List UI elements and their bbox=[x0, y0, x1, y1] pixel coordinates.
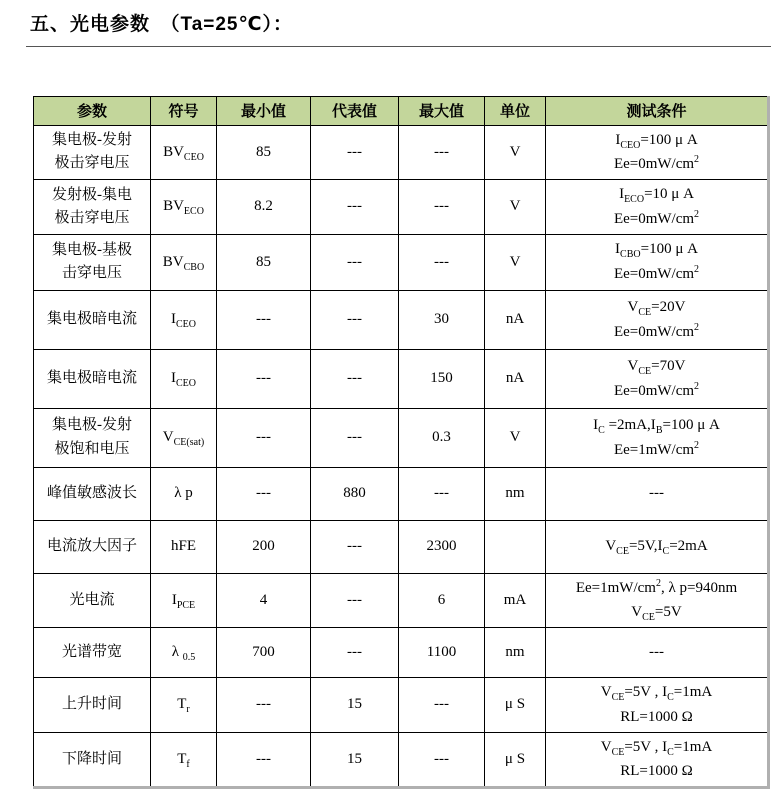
conditions-cell: $I_{CBO}=100$ μ A $Ee=0mW/cm^2$ bbox=[546, 234, 769, 290]
col-header-unit: 单位 bbox=[485, 96, 546, 125]
unit-cell: mA bbox=[485, 573, 546, 628]
col-header-symbol: 符号 bbox=[151, 96, 217, 125]
symbol-cell: $BV_{CBO}$ bbox=[151, 234, 217, 290]
max-value-cell: --- bbox=[399, 467, 485, 520]
max-value-cell: 2300 bbox=[399, 520, 485, 573]
typical-value-cell: --- bbox=[311, 290, 399, 349]
conditions-cell: $V_{CE}=5V$ , $I_C=1mA$ RL=1000 Ω bbox=[546, 732, 769, 788]
symbol-cell: $T_r$ bbox=[151, 678, 217, 733]
param-cell: 集电极暗电流 bbox=[34, 290, 151, 349]
symbol-cell: $I_{CEO}$ bbox=[151, 290, 217, 349]
col-header-test-conditions: 测试条件 bbox=[546, 96, 769, 125]
max-value-cell: --- bbox=[399, 678, 485, 733]
max-value-cell: --- bbox=[399, 125, 485, 180]
unit-cell bbox=[485, 520, 546, 573]
param-cell: 电流放大因子 bbox=[34, 520, 151, 573]
table-row bbox=[34, 290, 769, 349]
typical-value-cell: 15 bbox=[311, 732, 399, 788]
typical-value-cell: --- bbox=[311, 573, 399, 628]
symbol-cell: $I_{CEO}$ bbox=[151, 349, 217, 408]
min-value-cell: --- bbox=[217, 349, 311, 408]
param-cell: 集电极-基极 击穿电压 bbox=[34, 234, 151, 290]
conditions-cell: --- bbox=[546, 628, 769, 678]
col-header-max: 最大值 bbox=[399, 96, 485, 125]
typical-value-cell: --- bbox=[311, 234, 399, 290]
max-value-cell: 1100 bbox=[399, 628, 485, 678]
min-value-cell: --- bbox=[217, 678, 311, 733]
unit-cell: nm bbox=[485, 628, 546, 678]
min-value-cell: 8.2 bbox=[217, 180, 311, 235]
unit-cell: V bbox=[485, 125, 546, 180]
typical-value-cell: --- bbox=[311, 125, 399, 180]
conditions-cell: $I_C =2mA,I_B=100$ μ A $Ee=1mW/cm^2$ bbox=[546, 408, 769, 467]
symbol-cell: hFE bbox=[151, 520, 217, 573]
page-title: 五、光电参数 （Ta=25℃）： bbox=[30, 14, 294, 35]
table-row bbox=[34, 234, 769, 290]
unit-cell: V bbox=[485, 180, 546, 235]
max-value-cell: 0.3 bbox=[399, 408, 485, 467]
typical-value-cell: --- bbox=[311, 520, 399, 573]
unit-cell: μ S bbox=[485, 678, 546, 733]
symbol-cell: $V_{CE(sat)}$ bbox=[151, 408, 217, 467]
typical-value-cell: --- bbox=[311, 349, 399, 408]
param-cell: 光电流 bbox=[34, 573, 151, 628]
table-row bbox=[34, 467, 769, 520]
param-cell: 集电极-发射 极饱和电压 bbox=[34, 408, 151, 467]
min-value-cell: 85 bbox=[217, 234, 311, 290]
symbol-cell: $BV_{ECO}$ bbox=[151, 180, 217, 235]
max-value-cell: --- bbox=[399, 732, 485, 788]
param-cell: 下降时间 bbox=[34, 732, 151, 788]
typical-value-cell: --- bbox=[311, 628, 399, 678]
conditions-cell: $I_{CEO}=100$ μ A $Ee=0mW/cm^2$ bbox=[546, 125, 769, 180]
table-row bbox=[34, 628, 769, 678]
param-cell: 上升时间 bbox=[34, 678, 151, 733]
min-value-cell: 85 bbox=[217, 125, 311, 180]
unit-cell: V bbox=[485, 234, 546, 290]
max-value-cell: --- bbox=[399, 180, 485, 235]
max-value-cell: 150 bbox=[399, 349, 485, 408]
conditions-cell: --- bbox=[546, 467, 769, 520]
table-row bbox=[34, 180, 769, 235]
conditions-cell: $V_{CE}=70V$ $Ee=0mW/cm^2$ bbox=[546, 349, 769, 408]
max-value-cell: 30 bbox=[399, 290, 485, 349]
unit-cell: nA bbox=[485, 349, 546, 408]
title-underline bbox=[26, 46, 771, 47]
symbol-cell: λ $_{0.5}$ bbox=[151, 628, 217, 678]
symbol-cell: $BV_{CEO}$ bbox=[151, 125, 217, 180]
table-row bbox=[34, 573, 769, 628]
min-value-cell: 200 bbox=[217, 520, 311, 573]
unit-cell: V bbox=[485, 408, 546, 467]
parameters-table bbox=[33, 96, 770, 790]
param-cell: 发射极-集电 极击穿电压 bbox=[34, 180, 151, 235]
param-cell: 峰值敏感波长 bbox=[34, 467, 151, 520]
typical-value-cell: 880 bbox=[311, 467, 399, 520]
conditions-cell: $V_{CE}=20V$ $Ee=0mW/cm^2$ bbox=[546, 290, 769, 349]
symbol-cell: λ p bbox=[151, 467, 217, 520]
table-row bbox=[34, 732, 769, 788]
conditions-cell: $V_{CE}=5V$ , $I_C=1mA$ RL=1000 Ω bbox=[546, 678, 769, 733]
min-value-cell: --- bbox=[217, 408, 311, 467]
col-header-typical: 代表值 bbox=[311, 96, 399, 125]
table-row bbox=[34, 125, 769, 180]
param-cell: 集电极暗电流 bbox=[34, 349, 151, 408]
header-row bbox=[34, 96, 769, 125]
min-value-cell: --- bbox=[217, 290, 311, 349]
table-row bbox=[34, 408, 769, 467]
unit-cell: nm bbox=[485, 467, 546, 520]
table-row bbox=[34, 678, 769, 733]
min-value-cell: 4 bbox=[217, 573, 311, 628]
symbol-cell: $I_{PCE}$ bbox=[151, 573, 217, 628]
param-cell: 集电极-发射 极击穿电压 bbox=[34, 125, 151, 180]
param-cell: 光谱带宽 bbox=[34, 628, 151, 678]
parameters-table-body bbox=[34, 125, 769, 788]
max-value-cell: 6 bbox=[399, 573, 485, 628]
conditions-cell: $Ee=1mW/cm^2$, λ p=940nm $V_{CE}=5V$ bbox=[546, 573, 769, 628]
table-row bbox=[34, 349, 769, 408]
typical-value-cell: 15 bbox=[311, 678, 399, 733]
table-row bbox=[34, 520, 769, 573]
max-value-cell: --- bbox=[399, 234, 485, 290]
symbol-cell: $T_f$ bbox=[151, 732, 217, 788]
conditions-cell: $I_{ECO}=10$ μ A $Ee=0mW/cm^2$ bbox=[546, 180, 769, 235]
unit-cell: μ S bbox=[485, 732, 546, 788]
min-value-cell: 700 bbox=[217, 628, 311, 678]
typical-value-cell: --- bbox=[311, 180, 399, 235]
min-value-cell: --- bbox=[217, 467, 311, 520]
col-header-min: 最小值 bbox=[217, 96, 311, 125]
min-value-cell: --- bbox=[217, 732, 311, 788]
typical-value-cell: --- bbox=[311, 408, 399, 467]
conditions-cell: $V_{CE}=5V,I_C=2mA$ bbox=[546, 520, 769, 573]
unit-cell: nA bbox=[485, 290, 546, 349]
col-header-parameter: 参数 bbox=[34, 96, 151, 125]
